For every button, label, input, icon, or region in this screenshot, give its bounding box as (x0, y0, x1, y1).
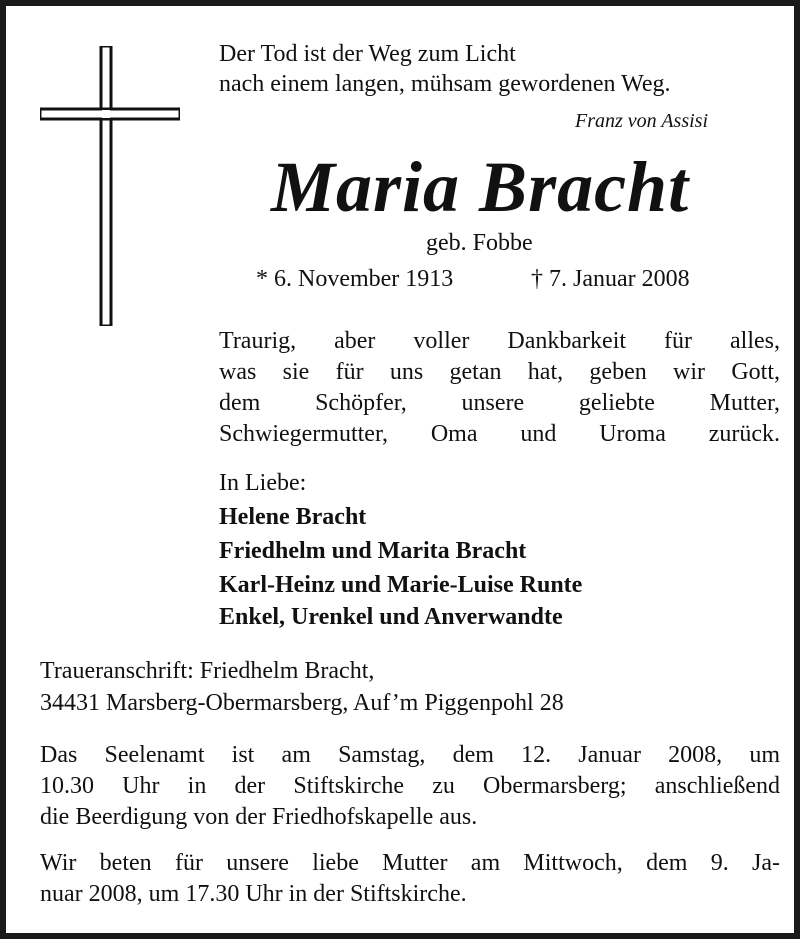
service-line: die Beerdigung von der Friedhofskapelle aus. (40, 804, 478, 830)
quote-line-2: nach einem langen, mühsam gewordenen Weg. (219, 71, 671, 97)
mourner-name: Enkel, Urenkel und Anverwandte (219, 604, 563, 630)
prayer-line: Wir beten für unsere liebe Mutter am Mittwoch, dem 9. Ja- (40, 850, 780, 876)
address-line-1: Traueranschrift: Friedhelm Bracht, (40, 658, 375, 684)
message-line: Traurig, aber voller Dankbarkeit für alles, (219, 328, 780, 354)
mourner-name: Helene Bracht (219, 504, 367, 530)
cross-icon (40, 46, 180, 326)
birth-date: * 6. November 1913 (256, 266, 454, 292)
service-line: Das Seelenamt ist am Samstag, dem 12. Januar 2008, um (40, 742, 780, 768)
service-block (40, 740, 780, 833)
address-line-2: 34431 Marsberg-Obermarsberg, Auf’m Piggenpohl 28 (40, 690, 564, 716)
mourner-name: Karl-Heinz und Marie-Luise Runte (219, 572, 583, 598)
death-date: † 7. Januar 2008 (531, 266, 690, 292)
prayer-line: nuar 2008, um 17.30 Uhr in der Stiftskirche. (40, 881, 467, 907)
quote-author: Franz von Assisi (575, 110, 708, 132)
message-block (219, 326, 780, 450)
deceased-name: Maria Bracht (271, 147, 690, 227)
prayer-block (40, 848, 780, 910)
service-line: 10.30 Uhr in der Stiftskirche zu Obermarsberg; anschließend (40, 773, 780, 799)
maiden-name: geb. Fobbe (426, 230, 533, 256)
message-line: was sie für uns getan hat, geben wir Gott, (219, 359, 780, 385)
mourner-name: Friedhelm und Marita Bracht (219, 538, 527, 564)
message-line: dem Schöpfer, unsere geliebte Mutter, (219, 390, 780, 416)
message-line: Schwiegermutter, Oma und Uroma zurück. (219, 421, 780, 447)
mourners-intro: In Liebe: (219, 470, 307, 496)
quote-line-1: Der Tod ist der Weg zum Licht (219, 41, 516, 67)
